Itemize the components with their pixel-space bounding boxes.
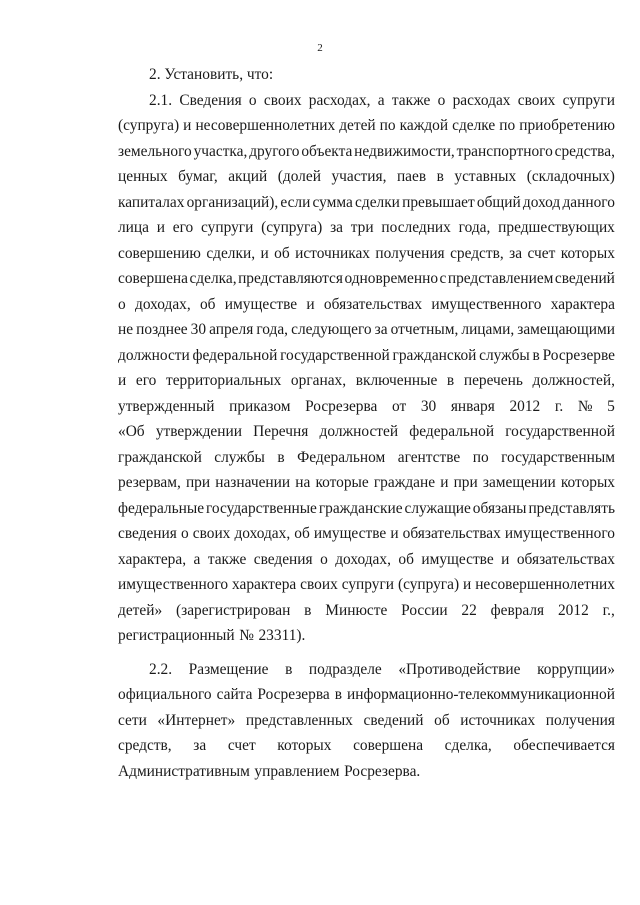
word: также — [207, 550, 247, 568]
word: февраля — [490, 601, 545, 619]
word: федеральной — [409, 423, 495, 440]
word: обязательствах — [323, 295, 423, 313]
word: (супруга) — [397, 576, 460, 593]
text-line — [118, 708, 615, 734]
word: общий — [476, 193, 521, 211]
word: должности — [118, 346, 190, 364]
word: приказом — [229, 397, 291, 415]
word: об — [294, 525, 310, 542]
word: Росрезерва — [305, 397, 378, 415]
word: сведений — [554, 270, 615, 287]
word: в — [277, 448, 285, 466]
word: транспортного — [456, 142, 553, 160]
word: средств, — [450, 244, 504, 262]
word: и — [156, 219, 166, 236]
text-line — [118, 521, 615, 547]
word: счет — [227, 737, 256, 754]
word: включенные — [355, 372, 438, 389]
word: в — [532, 346, 540, 364]
word: (супруга) — [118, 117, 180, 134]
word: следующего — [291, 321, 372, 338]
word: при — [453, 474, 478, 491]
word: Минюсте — [325, 601, 388, 619]
paragraphs — [118, 88, 615, 785]
word: а — [377, 91, 385, 109]
word: назначении — [215, 474, 291, 491]
word: должностей — [319, 423, 399, 440]
text-line — [118, 266, 615, 292]
word: апреля — [209, 321, 254, 338]
word: организаций), — [186, 193, 279, 211]
word: сделка, — [444, 737, 492, 754]
word: г. — [554, 397, 564, 415]
word: в — [446, 372, 455, 389]
text-line — [118, 88, 615, 114]
word: и — [260, 244, 269, 262]
word: также — [391, 91, 431, 109]
word: своих — [300, 576, 338, 593]
word: по — [379, 117, 396, 134]
word: обязательствах — [402, 525, 501, 542]
word: представлением — [447, 270, 554, 287]
text-line — [118, 470, 615, 496]
page-number: 2 — [317, 42, 323, 54]
word: о — [118, 295, 126, 313]
word: гражданской — [118, 448, 202, 466]
word: 2012 — [557, 601, 589, 619]
section-heading: 2. Установить, что: — [149, 66, 274, 83]
word: в — [304, 601, 312, 619]
word: территориальных — [166, 372, 282, 389]
word: позднее — [136, 321, 188, 338]
word: сделка, — [189, 270, 237, 287]
word: источниках — [295, 244, 370, 262]
word: за — [374, 321, 388, 338]
word: государственной — [505, 423, 615, 440]
word: бумаг, — [178, 168, 218, 185]
word: капиталах — [118, 193, 185, 211]
paragraph-1 — [118, 88, 615, 649]
word: доход — [522, 193, 561, 211]
word: доходах, — [335, 550, 391, 568]
word: паев — [396, 168, 427, 185]
word: 2.1. — [149, 91, 173, 109]
word: сайта — [216, 686, 253, 703]
word: получения — [545, 711, 615, 729]
word: о — [320, 550, 328, 568]
word: России — [401, 601, 448, 619]
word: если — [280, 193, 311, 211]
word: года, — [458, 219, 491, 236]
word: три — [350, 219, 374, 236]
text-line — [118, 598, 615, 624]
word: агентстве — [397, 448, 461, 466]
word: имущественного — [431, 295, 542, 313]
word: по — [499, 117, 516, 134]
word: имуществе — [313, 525, 387, 542]
word: Перечня — [253, 423, 309, 440]
word: и — [306, 295, 315, 313]
word: № — [239, 627, 254, 644]
text-line — [118, 733, 615, 759]
word: гражданские — [318, 499, 403, 517]
word: федеральной — [192, 346, 278, 364]
word: и — [390, 525, 399, 542]
word: в — [285, 660, 293, 678]
word: при — [185, 474, 211, 491]
word: детей — [339, 117, 376, 134]
word: граждане — [373, 474, 436, 491]
word: об — [398, 550, 414, 568]
word: (супруга) — [261, 219, 323, 236]
word: федеральные — [118, 499, 205, 517]
word: «Об — [118, 423, 145, 440]
word: супруги — [201, 219, 254, 236]
word: утверждении — [155, 423, 242, 440]
word: от — [392, 397, 407, 415]
word: Административным — [118, 762, 250, 780]
word: замещающими — [517, 321, 615, 338]
word: имуществе — [224, 295, 298, 313]
word: государственной — [280, 346, 390, 364]
word: «Интернет» — [157, 711, 236, 729]
word: обеспечивается — [513, 737, 615, 754]
word: представлять — [528, 499, 615, 517]
word: Росрезерва. — [344, 762, 421, 780]
word: отчетным, — [390, 321, 459, 338]
word: объекта — [301, 142, 353, 160]
word: Размещение — [188, 660, 269, 678]
word: уставных — [454, 168, 517, 185]
word: детей» — [118, 601, 163, 619]
word: о — [437, 91, 446, 109]
word: сделке — [452, 117, 496, 134]
word: счет — [527, 244, 556, 262]
word: совершению — [118, 244, 201, 262]
word: сведений — [363, 711, 424, 729]
word: источниках — [460, 711, 536, 729]
word: (складочных) — [526, 168, 615, 185]
word: приобретению — [519, 117, 615, 134]
word: Росрезерва — [257, 686, 330, 703]
word: года, — [256, 321, 289, 338]
word: имущественного — [118, 576, 229, 593]
word: г., — [602, 601, 615, 619]
word: государственные — [205, 499, 317, 517]
word: на — [295, 474, 311, 491]
text-line — [118, 343, 615, 369]
word: недвижимости, — [354, 142, 455, 160]
paragraph-2 — [118, 657, 615, 785]
word: за — [193, 737, 207, 754]
word: о — [180, 525, 189, 542]
word: 2.2. — [149, 660, 173, 678]
word: обязательствах — [516, 550, 615, 568]
word: сведения — [253, 550, 313, 568]
text-line — [118, 394, 615, 420]
word: об — [199, 295, 216, 313]
text-line — [118, 419, 615, 445]
word: которых — [560, 244, 615, 262]
word: об — [434, 711, 450, 729]
word: за — [509, 244, 523, 262]
word: характера — [550, 295, 615, 313]
word: замещении — [482, 474, 556, 491]
document-body — [118, 62, 615, 784]
paragraph-gap — [118, 649, 615, 657]
word: сумма — [312, 193, 353, 211]
word: об — [274, 244, 290, 262]
text-line — [118, 759, 615, 785]
word: 30 — [420, 397, 437, 415]
word: регистрационный — [118, 627, 235, 644]
text-line — [118, 139, 615, 165]
word: данного — [562, 193, 615, 211]
word: резервам, — [118, 474, 181, 491]
word: службы — [479, 346, 530, 364]
word: 22 — [461, 601, 477, 619]
text-line — [118, 164, 615, 190]
word: Федеральном — [297, 448, 386, 466]
text-line — [118, 113, 615, 139]
word: коррупции» — [537, 660, 615, 678]
text-line — [118, 368, 615, 394]
word: обязаны — [472, 499, 527, 517]
word: должностей, — [532, 372, 615, 389]
word: и — [440, 474, 449, 491]
word: за — [330, 219, 343, 236]
word: супруги — [562, 91, 615, 109]
word: (долей — [277, 168, 321, 185]
text-line — [118, 445, 615, 471]
word: 2012 — [509, 397, 541, 415]
word: доходах, — [134, 295, 191, 313]
word: сведения — [118, 525, 177, 542]
word: участка, — [193, 142, 248, 160]
word: предшествующих — [498, 219, 615, 236]
word: с — [439, 270, 447, 287]
word: имущественного — [504, 525, 615, 542]
word: служащие — [404, 499, 471, 517]
word: (зарегистрирован — [176, 601, 291, 619]
text-line — [118, 215, 615, 241]
word: несовершеннолетних — [195, 117, 336, 134]
word: представляются — [238, 270, 343, 287]
word: несовершеннолетних — [475, 576, 615, 593]
word: в — [436, 168, 444, 185]
text-line — [118, 547, 615, 573]
word: ценных — [118, 168, 168, 185]
word: которые — [315, 474, 369, 491]
word: гражданской — [392, 346, 477, 364]
word: лица — [118, 219, 149, 236]
word: 5 — [607, 397, 615, 415]
word: имуществе — [421, 550, 494, 568]
word: расходах, — [308, 91, 371, 109]
word: подразделе — [308, 660, 382, 678]
text-line — [118, 190, 615, 216]
text-line — [118, 292, 615, 318]
word: доходах, — [234, 525, 291, 542]
word: земельного — [118, 142, 192, 160]
word: расходах — [452, 91, 511, 109]
word: его — [172, 219, 194, 236]
word: превышает — [402, 193, 475, 211]
word: одновременно — [344, 270, 439, 287]
word: своих — [517, 91, 556, 109]
word: управлением — [254, 762, 340, 780]
word: службы — [214, 448, 265, 466]
word: лицами, — [461, 321, 515, 338]
word: своих — [192, 525, 231, 542]
word: и — [183, 117, 192, 134]
word: совершена — [118, 270, 188, 287]
word: информационно-телекоммуникационной — [346, 686, 615, 703]
word: совершена — [353, 737, 424, 754]
word: а — [193, 550, 201, 568]
word: и — [463, 576, 472, 593]
word: каждой — [399, 117, 449, 134]
word: средств, — [118, 737, 172, 754]
word: о — [248, 91, 257, 109]
word: которых — [277, 737, 332, 754]
word: Сведения — [179, 91, 242, 109]
word: января — [450, 397, 495, 415]
word: представленных — [245, 711, 353, 729]
word: 23311). — [258, 627, 306, 644]
word: «Противодействие — [398, 660, 521, 678]
word: своих — [263, 91, 302, 109]
text-line — [118, 496, 615, 522]
word: характера — [232, 576, 297, 593]
word: сети — [118, 711, 147, 729]
word: его — [135, 372, 157, 389]
word: получения — [375, 244, 445, 262]
word: в — [334, 686, 342, 703]
word: государственным — [501, 448, 615, 466]
word: перечень — [463, 372, 523, 389]
word: и — [501, 550, 510, 568]
text-line — [118, 623, 615, 649]
word: по — [472, 448, 489, 466]
word: 30 — [190, 321, 207, 338]
word: акций — [228, 168, 268, 185]
text-line — [118, 572, 615, 598]
word: супруги — [341, 576, 395, 593]
word: последних — [381, 219, 451, 236]
text-line — [118, 657, 615, 683]
word: другого — [249, 142, 300, 160]
word: органах, — [290, 372, 347, 389]
word: сделки, — [206, 244, 256, 262]
text-line — [118, 241, 615, 267]
word: утвержденный — [118, 397, 215, 415]
word: и — [118, 372, 127, 389]
word: не — [118, 321, 134, 338]
word: которых — [560, 474, 615, 491]
word: участия, — [331, 168, 387, 185]
text-line — [118, 317, 615, 343]
text-line — [118, 682, 615, 708]
word: характера, — [118, 550, 187, 568]
word: средства, — [554, 142, 615, 160]
word: сделки — [355, 193, 400, 211]
word: № — [577, 397, 593, 415]
word: официального — [118, 686, 212, 703]
word: Росрезерве — [542, 346, 615, 364]
